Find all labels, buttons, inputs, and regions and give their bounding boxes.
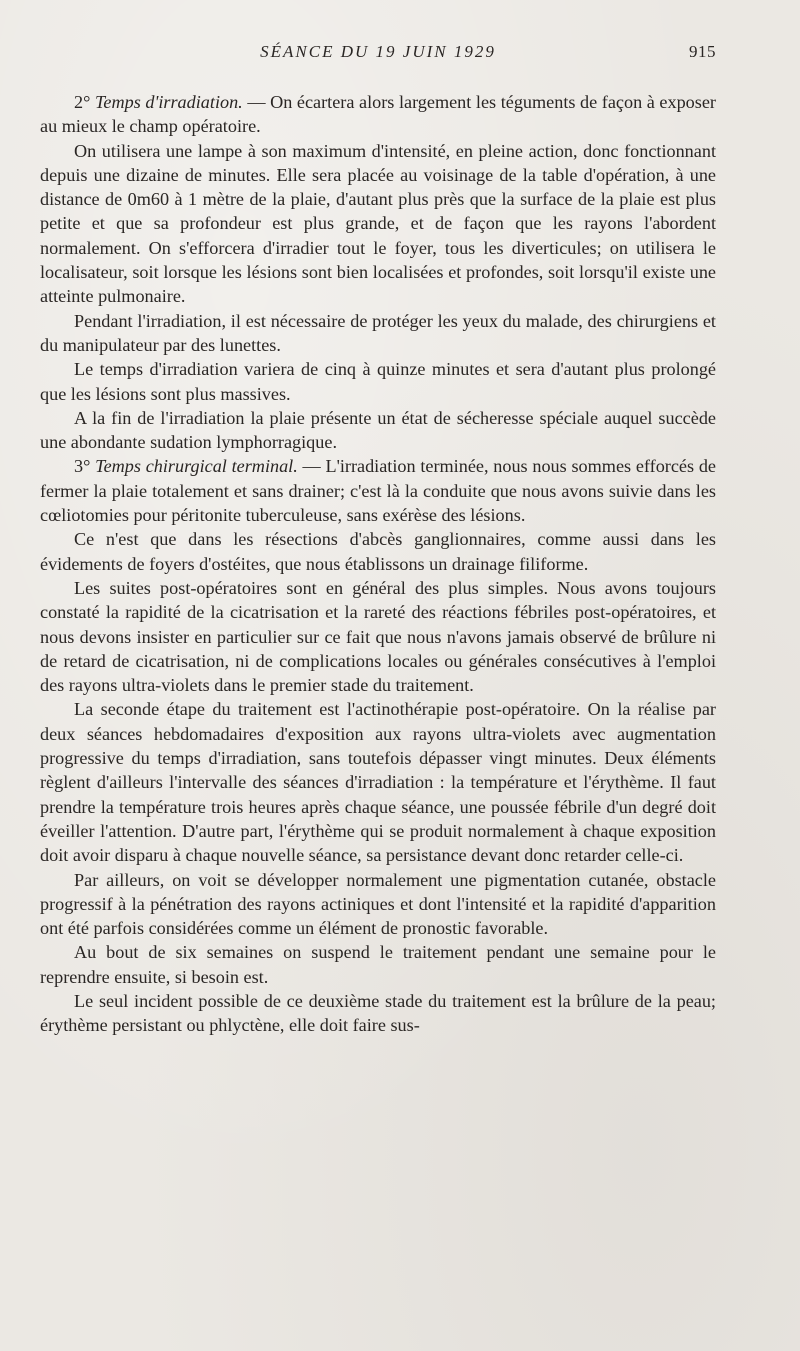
paragraph	[40, 139, 716, 309]
paragraph-text: On utilisera une lampe à son maximum d'intensité, en pleine action, donc fonctionnant depuis une dizaine de minutes. Elle sera placée au voisinage de la table d'opération, à une distance de 0m60 à 1 mètre de la plaie, d'autant plus près que la surface de la plaie est plus petite et que sa profondeur est plus grande, et de façon que les rayons l'abordent normalement. On s'efforcera d'irradier tout le foyer, tous les diverticules; on utilisera le localisateur, soit lorsque les lésions sont bien localisées et profondes, soit lorsqu'il existe une atteinte pulmonaire.	[40, 140, 716, 307]
paragraph	[40, 940, 716, 989]
paragraph	[40, 868, 716, 941]
paragraph-text: Par ailleurs, on voit se développer normalement une pigmentation cutanée, obstacle progressif à la pénétration des rayons actiniques et dont l'intensité et la rapidité d'apparition ont été parfois considérées comme un élément de pronostic favorable.	[40, 869, 716, 939]
paragraph	[40, 454, 716, 527]
paragraph-text: Le temps d'irradiation variera de cinq à quinze minutes et sera d'autant plus prolongé que les lésions sont plus massives.	[40, 359, 716, 404]
paragraph	[40, 357, 716, 406]
paragraph-text: — On écartera alors largement les téguments de façon à exposer au mieux le champ opératoire.	[40, 92, 716, 137]
paragraph-lead: 3°	[74, 456, 96, 477]
paragraph-text: Les suites post-opératoires sont en général des plus simples. Nous avons toujours constaté la rapidité de la cicatrisation et la rareté des réactions fébriles post-opératoires, et nous devons insister en particulier sur ce fait que nous n'avons jamais observé de brûlure ni de retard de cicatrisation, ni de complications locales ou générales consécutives à l'emploi des rayons ultra-violets dans le premier stade du traitement.	[40, 577, 716, 696]
running-head	[40, 42, 716, 66]
paragraph-text: La seconde étape du traitement est l'actinothérapie post-opératoire. On la réalise par deux séances hebdomadaires d'exposition aux rayons ultra-violets avec augmentation progressive du temps d'irradiation, sans toutefois dépasser vingt minutes. Deux éléments règlent d'ailleurs l'intervalle des séances d'irradiation : la température et l'érythème. Il faut prendre la température trois heures après chaque séance, une poussée fébrile d'un degré doit éveiller l'attention. D'autre part, l'érythème qui se produit normalement à chaque exposition doit avoir disparu à chaque nouvelle séance, sa persistance devant donc retarder celle-ci.	[40, 699, 716, 866]
paragraph	[40, 406, 716, 455]
body-text	[40, 90, 716, 1038]
section-heading: Temps chirurgical terminal.	[95, 456, 298, 477]
paragraph	[40, 90, 716, 139]
paragraph	[40, 697, 716, 867]
section-heading: Temps d'irradiation.	[94, 92, 243, 112]
paragraph	[40, 309, 716, 358]
paragraph-text: Au bout de six semaines on suspend le traitement pendant une semaine pour le reprendre ensuite, si besoin est.	[40, 942, 716, 987]
paragraph-text: Pendant l'irradiation, il est nécessaire de protéger les yeux du malade, des chirurgiens et du manipulateur par des lunettes.	[40, 310, 716, 355]
paragraph-text: Le seul incident possible de ce deuxième stade du traitement est la brûlure de la peau; érythème persistant ou phlyctène, elle doit faire sus-	[40, 990, 716, 1036]
paragraph-text: — L'irradiation terminée, nous nous sommes efforcés de fermer la plaie totalement et sans drainer; c'est là la conduite que nous avons suivie dans les cœliotomies pour péritonite tuberculeuse, sans exérèse des lésions.	[40, 456, 716, 526]
paragraph	[40, 527, 716, 576]
running-head-title: SÉANCE DU 19 JUIN 1929	[260, 42, 496, 61]
page-number: 915	[689, 42, 716, 61]
paragraph	[40, 989, 716, 1038]
paragraph	[40, 576, 716, 697]
paragraph-lead: 2°	[74, 92, 95, 112]
paragraph-text: Ce n'est que dans les résections d'abcès ganglionnaires, comme aussi dans les évidements de foyers d'ostéites, que nous établissons un drainage filiforme.	[40, 529, 716, 574]
paragraph-text: A la fin de l'irradiation la plaie présente un état de sécheresse spéciale auquel succède une abondante sudation lymphorragique.	[40, 407, 716, 453]
